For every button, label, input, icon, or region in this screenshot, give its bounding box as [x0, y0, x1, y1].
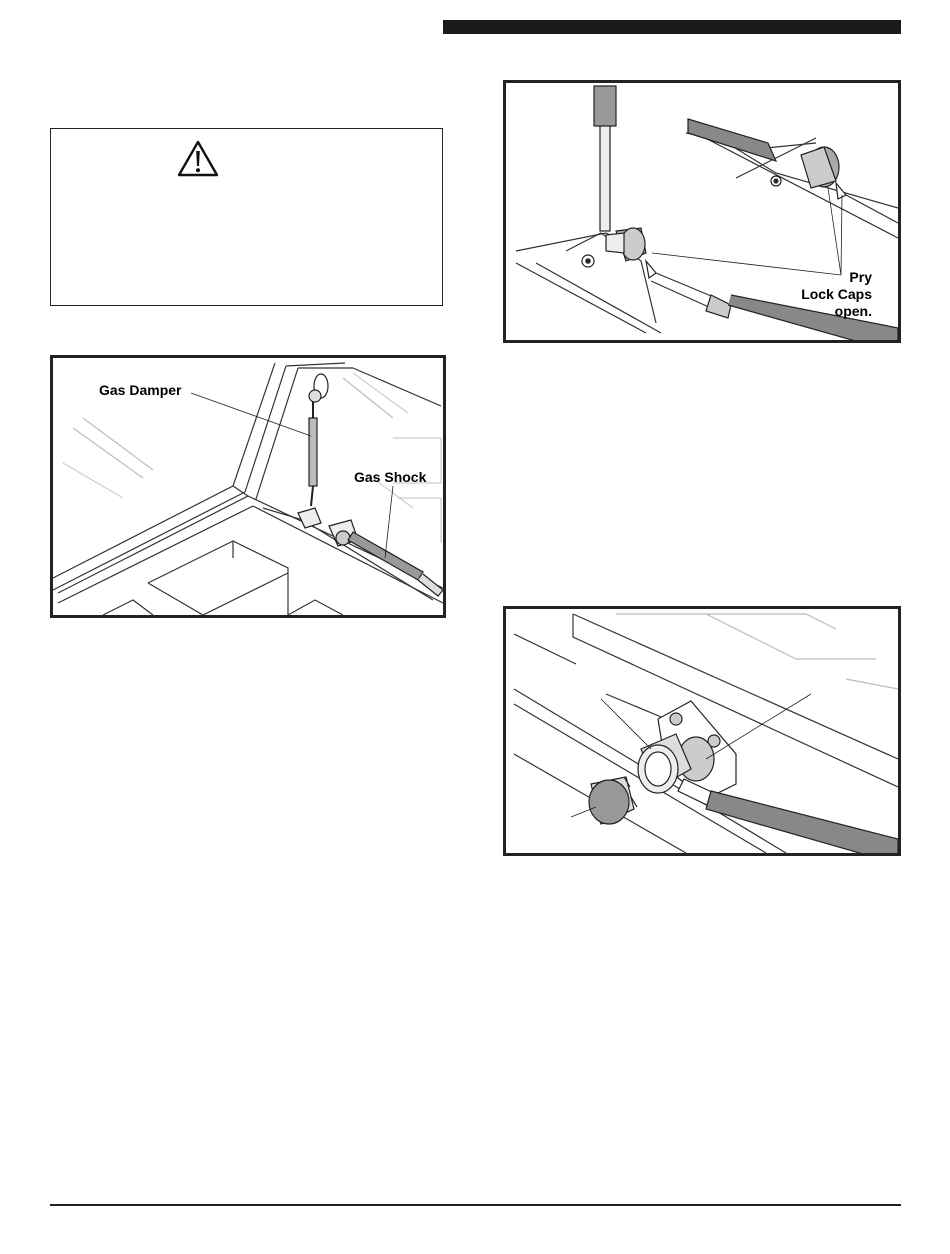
figure-gas-shock-location — [50, 355, 446, 618]
pry-lock-caps-label — [801, 269, 872, 320]
gas-shock-label: Gas Shock — [354, 469, 427, 485]
warning-triangle-icon — [177, 140, 219, 178]
figure-lock-cap-removed — [503, 606, 901, 856]
gas-damper-label: Gas Damper — [99, 382, 182, 398]
pry-lock-caps-line1: Pry — [849, 269, 872, 285]
footer-rule — [50, 1204, 901, 1206]
figure-pry-lock-caps — [503, 80, 901, 343]
warning-box — [50, 128, 443, 306]
pry-lock-caps-line3: open. — [834, 303, 872, 319]
lock-cap-removed-illustration — [506, 609, 898, 853]
section-header-bar — [443, 20, 901, 34]
pry-lock-caps-line2: Lock Caps — [801, 286, 872, 302]
